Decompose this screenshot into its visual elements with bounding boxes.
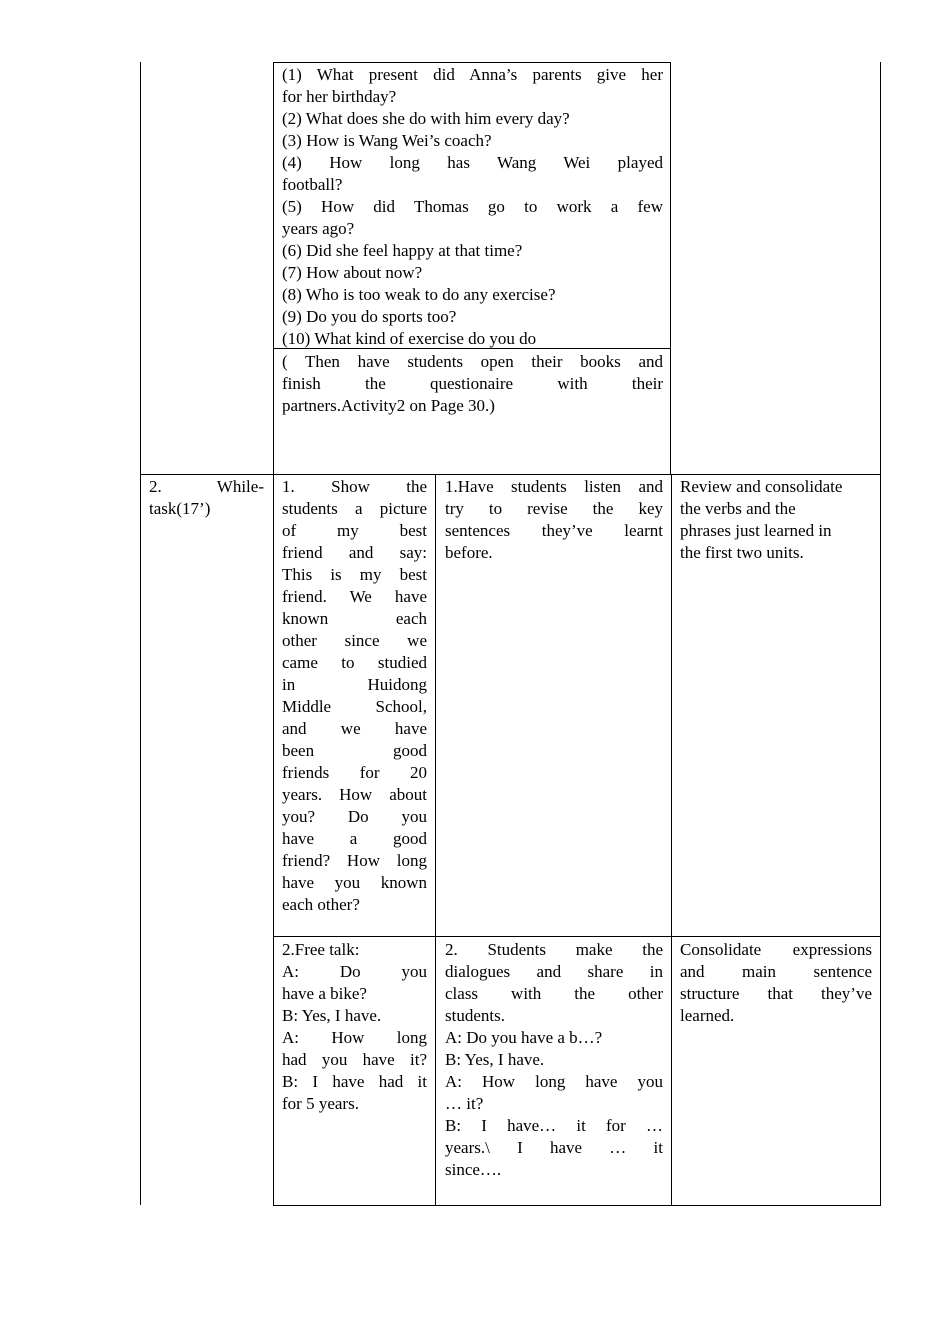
- text-line: came to studied: [282, 653, 427, 672]
- text-line: structure that they’ve: [680, 984, 872, 1003]
- question-line: (2) What does she do with him every day?: [282, 109, 570, 128]
- text-line: 1. Show the: [282, 477, 427, 496]
- question-line: (6) Did she feel happy at that time?: [282, 241, 523, 260]
- text-line: and we have: [282, 719, 427, 738]
- text-line: … it?: [445, 1094, 484, 1113]
- text-line: This is my best: [282, 565, 427, 584]
- question-line: (4) How long has Wang Wei played: [282, 153, 663, 172]
- text-line: students a picture: [282, 499, 427, 518]
- text-line: and main sentence: [680, 962, 872, 981]
- text-line: each other?: [282, 895, 360, 914]
- text-line: A: Do you: [282, 962, 427, 981]
- row1-purpose: [680, 476, 872, 564]
- text-line: phrases just learned in: [680, 521, 832, 540]
- text-line: years.\ I have … it: [445, 1138, 663, 1157]
- row1-teacher-activity: [282, 476, 427, 916]
- text-line: been good: [282, 741, 427, 760]
- text-line: B: I have… it for …: [445, 1116, 663, 1135]
- text-line: B: Yes, I have.: [445, 1050, 545, 1069]
- text-line: try to revise the key: [445, 499, 663, 518]
- question-line: for her birthday?: [282, 87, 397, 106]
- row2-teacher-activity: [282, 939, 427, 1115]
- text-line: B: I have had it: [282, 1072, 427, 1091]
- text-line: you? Do you: [282, 807, 427, 826]
- instruction-line: partners.Activity2 on Page 30.): [282, 396, 495, 415]
- text-line: B: Yes, I have.: [282, 1006, 382, 1025]
- instruction-cell: [282, 351, 663, 417]
- text-line: sentences they’ve learnt: [445, 521, 663, 540]
- row2-purpose: [680, 939, 872, 1027]
- text-line: friend. We have: [282, 587, 427, 606]
- row-border-subtask: [273, 936, 881, 937]
- text-line: class with the other: [445, 984, 663, 1003]
- text-line: for 5 years.: [282, 1094, 359, 1113]
- stage-cell: [149, 476, 264, 520]
- outer-left-border: [140, 62, 141, 1205]
- text-line: in Huidong: [282, 675, 427, 694]
- bottom-border: [273, 1205, 881, 1206]
- text-line: students.: [445, 1006, 505, 1025]
- text-line: other since we: [282, 631, 427, 650]
- row1-student-activity: [445, 476, 663, 564]
- question-line: football?: [282, 175, 343, 194]
- question-line: (9) Do you do sports too?: [282, 307, 457, 326]
- text-line: Review and consolidate: [680, 477, 843, 496]
- questions-cell: [282, 64, 663, 350]
- instruction-line: finish the questionaire with their: [282, 374, 663, 393]
- col-border-inner: [435, 474, 436, 1206]
- text-line: of my best: [282, 521, 427, 540]
- text-line: friend and say:: [282, 543, 427, 562]
- text-line: before.: [445, 543, 493, 562]
- col-border-1: [273, 62, 274, 1206]
- question-line: (1) What present did Anna’s parents give her: [282, 65, 663, 84]
- top-border: [273, 62, 671, 63]
- text-line: the first two units.: [680, 543, 804, 562]
- text-line: A: Do you have a b…?: [445, 1028, 603, 1047]
- col-border-2: [670, 62, 671, 474]
- text-line: A: How long have you: [445, 1072, 663, 1091]
- text-line: have a good: [282, 829, 427, 848]
- stage-label: 2. While-: [149, 477, 264, 496]
- question-line: (10) What kind of exercise do you do: [282, 329, 537, 348]
- text-line: since….: [445, 1160, 502, 1179]
- text-line: have you known: [282, 873, 427, 892]
- row2-student-activity: [445, 939, 663, 1181]
- question-line: years ago?: [282, 219, 355, 238]
- text-line: learned.: [680, 1006, 735, 1025]
- text-line: friend? How long: [282, 851, 427, 870]
- text-line: dialogues and share in: [445, 962, 663, 981]
- stage-label: task(17’): [149, 499, 211, 518]
- text-line: 2.Free talk:: [282, 940, 360, 959]
- instruction-line: ( Then have students open their books and: [282, 352, 663, 371]
- text-line: A: How long: [282, 1028, 427, 1047]
- question-line: (5) How did Thomas go to work a few: [282, 197, 663, 216]
- question-line: (3) How is Wang Wei’s coach?: [282, 131, 492, 150]
- col-border-2b: [671, 474, 672, 1206]
- outer-right-border: [880, 62, 881, 1206]
- text-line: known each: [282, 609, 427, 628]
- text-line: 2. Students make the: [445, 940, 663, 959]
- text-line: Consolidate expressions: [680, 940, 872, 959]
- text-line: friends for 20: [282, 763, 427, 782]
- text-line: the verbs and the: [680, 499, 796, 518]
- text-line: Middle School,: [282, 697, 427, 716]
- text-line: have a bike?: [282, 984, 367, 1003]
- text-line: had you have it?: [282, 1050, 427, 1069]
- text-line: 1.Have students listen and: [445, 477, 663, 496]
- row-border-stage: [140, 474, 881, 475]
- question-line: (8) Who is too weak to do any exercise?: [282, 285, 556, 304]
- question-line: (7) How about now?: [282, 263, 423, 282]
- text-line: years. How about: [282, 785, 427, 804]
